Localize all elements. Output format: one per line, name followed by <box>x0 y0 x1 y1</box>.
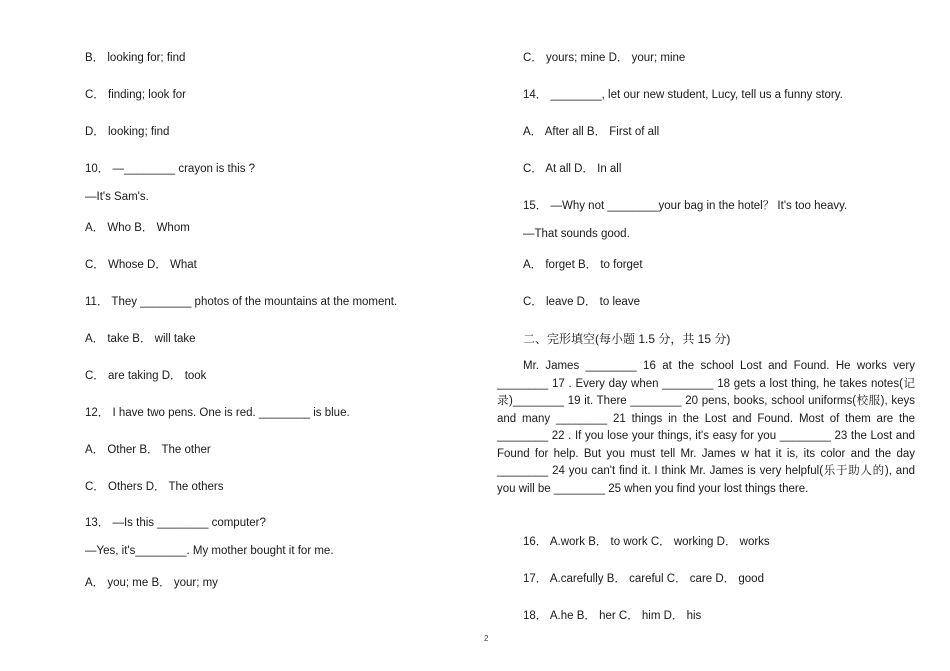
option-line: C． finding; look for <box>85 89 186 101</box>
question-15: 15． —Why not ________your bag in the hotel？ It's too heavy. <box>523 200 848 212</box>
question-12: 12． I have two pens. One is red. ________ is blue. <box>85 407 350 419</box>
option-line: C． yours; mine D． your; mine <box>523 52 686 64</box>
option-line: A． you; me B． your; my <box>85 577 218 589</box>
question-14: 14． ________, let our new student, Lucy, tell us a funny story. <box>523 89 843 101</box>
cloze-question-16: 16． A.work B． to work C． working D． works <box>523 536 770 548</box>
option-line: D． looking; find <box>85 126 170 138</box>
section-heading: 二、完形填空(每小题 1.5 分，共 15 分) <box>523 332 731 346</box>
option-line: A． forget B． to forget <box>523 259 643 271</box>
question-10: 10． —________ crayon is this ? <box>85 163 256 175</box>
option-line: B． looking for; find <box>85 52 186 64</box>
option-line: C． Whose D． What <box>85 259 197 271</box>
option-line: C． Others D． The others <box>85 481 224 493</box>
question-13: 13． —Is this ________ computer? <box>85 517 266 529</box>
cloze-question-17: 17． A.carefully B． careful C． care D． good <box>523 573 764 585</box>
cloze-passage <box>497 358 915 498</box>
dialogue-line: —Yes, it's________. My mother bought it for me. <box>85 545 334 557</box>
question-11: 11． They ________ photos of the mountains at the moment. <box>85 296 398 308</box>
option-line: A． Who B． Whom <box>85 222 190 234</box>
cloze-passage-text: Mr. James ________ 16 at the school Lost and Found. He works very ________ 17 . Every day when ________ 18 gets a lost thing, he takes notes(记录)________ 19 it. There ________ 20 pens, books, school uniforms(校服), keys and many ________ 21 things in the Lost and Found. Most of them are the ________ 22 . If you lose your things, it's easy for you ________ 23 the Lost and Found for help. But you must tell Mr. James w hat it is, its color and the day ________ 24 you can't find it. I think Mr. James is very helpful(乐于助人的), and you will be ________ 25 when you find your lost things there. <box>497 360 915 495</box>
dialogue-line: —That sounds good. <box>523 228 630 240</box>
cloze-question-18: 18． A.he B． her C． him D． his <box>523 610 702 622</box>
dialogue-line: —It's Sam's. <box>85 191 149 203</box>
page-number: 2 <box>484 634 489 643</box>
option-line: A． After all B． First of all <box>523 126 660 138</box>
option-line: C． leave D． to leave <box>523 296 640 308</box>
option-line: A． Other B． The other <box>85 444 211 456</box>
option-line: C． At all D． In all <box>523 163 622 175</box>
option-line: A． take B． will take <box>85 333 196 345</box>
option-line: C． are taking D． took <box>85 370 207 382</box>
